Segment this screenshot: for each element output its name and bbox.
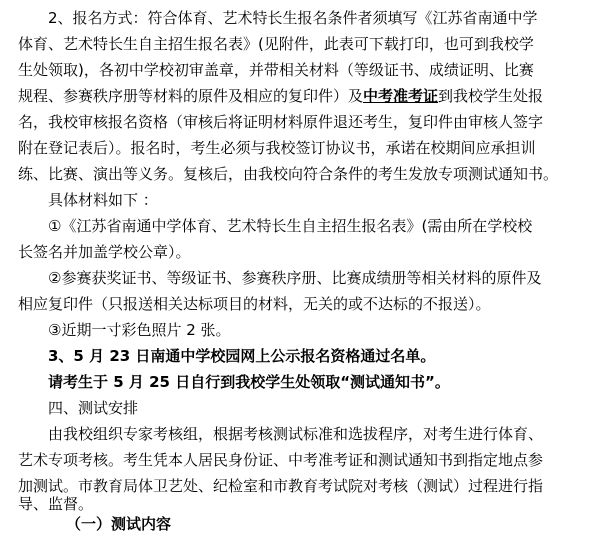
para-registration-line5: 名，我校审核报名资格（审核后将证明材料原件退还考生，复印件由审核人签字 bbox=[18, 113, 544, 131]
material-item-1-line1: ①《江苏省南通中学体育、艺术特长生自主招生报名表》(需由所在学校校 bbox=[48, 217, 533, 235]
para-registration-line4-start: 规程、参赛秩序册等材料的原件及相应的复印件）及 bbox=[18, 87, 364, 105]
exam-admission-ticket-underlined: 中考准考证 bbox=[363, 87, 439, 105]
para-test-line4: 导、监督。 bbox=[18, 495, 94, 513]
material-item-1-line2: 长签名并加盖学校公章）。 bbox=[18, 243, 191, 261]
para-registration-line7: 练、比赛、演出等义务。复核后，由我校向符合条件的考生发放专项测试通知书。 bbox=[18, 165, 559, 183]
para-test-line1: 由我校组织专家考核组，根据考核测试标准和选拔程序，对考生进行体育、 bbox=[48, 425, 544, 443]
para-announcement: 3、5 月 23 日南通中学校园网上公示报名资格通过名单。 bbox=[48, 347, 436, 365]
para-registration-line3: 生处领取)，各初中学校初审盖章，并带相关材料（等级证书、成绩证明、比赛 bbox=[18, 61, 534, 79]
subsection-heading-test-content: （一）测试内容 bbox=[66, 515, 172, 533]
para-registration-line6: 附在登记表后）。报名时，考生必须与我校签订协议书，承诺在校期间应承担训 bbox=[18, 139, 536, 157]
para-registration-line4-end: 到我校学生处报 bbox=[438, 87, 544, 105]
para-test-line2: 艺术专项考核。考生凭本人居民身份证、中考准考证和测试通知书到指定地点参 bbox=[18, 451, 544, 469]
para-notice-pickup: 请考生于 5 月 25 日自行到我校学生处领取“测试通知书”。 bbox=[48, 373, 450, 391]
material-item-2-line2: 相应复印件（只报送相关达标项目的材料，无关的或不达标的不报送）。 bbox=[18, 295, 491, 313]
para-registration-line4 bbox=[18, 86, 589, 106]
para-registration-line2: 体育、艺术特长生自主招生报名表》(见附件，此表可下载打印，也可到我校学 bbox=[18, 35, 534, 53]
para-registration-line1: 2、报名方式：符合体育、艺术特长生报名条件者须填写《江苏省南通中学 bbox=[48, 9, 538, 27]
para-test-line3: 加测试。市教育局体卫艺处、纪检室和市教育考试院对考核（测试）过程进行指 bbox=[18, 477, 544, 495]
material-item-3: ③近期一寸彩色照片 2 张。 bbox=[48, 321, 231, 339]
materials-intro: 具体材料如下 ： bbox=[48, 191, 158, 209]
section-heading-test-arrangement: 四、测试安排 bbox=[48, 399, 139, 417]
material-item-2-line1: ②参赛获奖证书、等级证书、参赛秩序册、比赛成绩册等相关材料的原件及 bbox=[48, 269, 542, 287]
